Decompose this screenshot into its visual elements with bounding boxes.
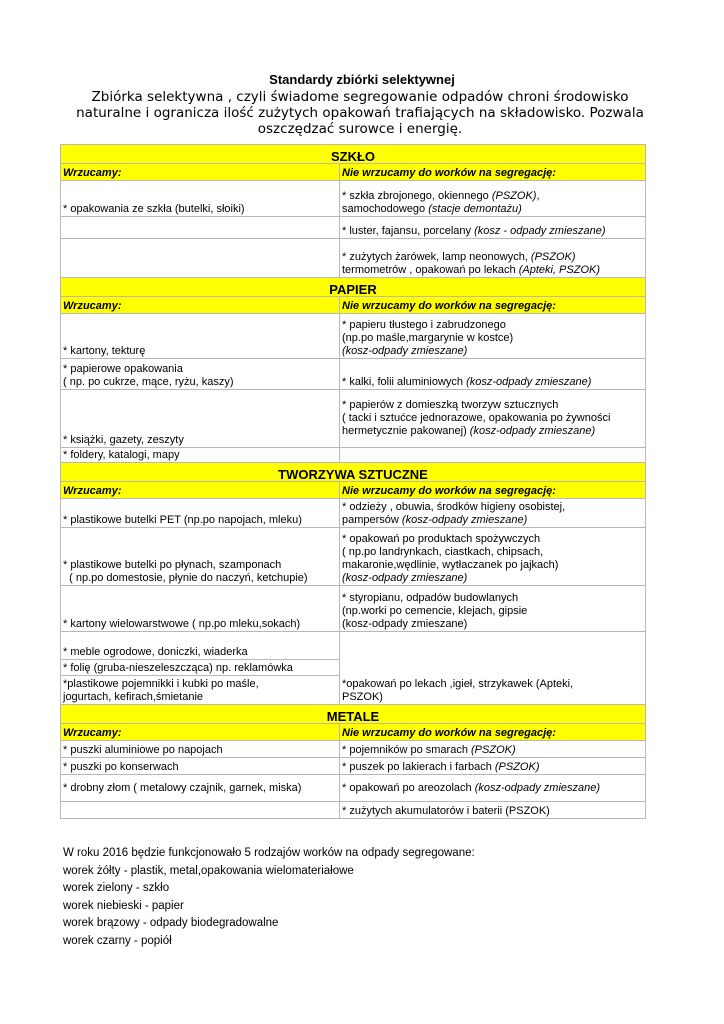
footer-line: worek żółty - plastik, metal,opakowania wielomateriałowe — [63, 864, 354, 877]
table-cell: * meble ogrodowe, doniczki, wiaderka — [61, 632, 340, 660]
section-header-szklo: SZKŁO — [61, 145, 646, 164]
section-header-papier: PAPIER — [61, 278, 646, 297]
table-cell: * pojemników po smarach (PSZOK) — [340, 741, 646, 758]
table-cell: * kartony wielowarstwowe ( np.po mleku,sokach) — [61, 586, 340, 632]
col-header-yes: Wrzucamy: — [61, 164, 340, 181]
table-cell: *opakowań po lekach ,igieł, strzykawek (Apteki, PSZOK) — [340, 632, 646, 705]
table-cell: * papierów z domieszką tworzyw sztucznych ( tacki i sztućce jednorazowe, opakowania po żywności hermetycznie pakowanej) (kosz-odpady zmieszane) — [340, 390, 646, 448]
table-cell — [61, 802, 340, 819]
footer-line: W roku 2016 będzie funkcjonowało 5 rodzajów worków na odpady segregowane: — [63, 847, 475, 859]
table-cell: * zużytych żarówek, lamp neonowych, (PSZOK) termometrów , opakowań po lekach (Apteki, PSZOK) — [340, 239, 646, 278]
table-cell: * drobny złom ( metalowy czajnik, garnek, miska) — [61, 775, 340, 802]
table-cell: * plastikowe butelki PET (np.po napojach, mleku) — [61, 499, 340, 528]
table-cell: * styropianu, odpadów budowlanych (np.worki po cemencie, klejach, gipsie (kosz-odpady zmieszane) — [340, 586, 646, 632]
table-cell — [340, 448, 646, 463]
table-cell: * foldery, katalogi, mapy — [61, 448, 340, 463]
table-cell: * papieru tłustego i zabrudzonego (np.po maśle,margarynie w kostce) (kosz-odpady zmieszane) — [340, 314, 646, 359]
col-header-no: Nie wrzucamy do worków na segregację: — [340, 297, 646, 314]
intro-paragraph: Zbiórka selektywna , czyli świadome segregowanie odpadów chroni środowisko naturalne i ogranicza ilość zużytych opakowań trafiających na składowisko. Pozwala oszczędzać surowce i energię. — [76, 89, 644, 137]
col-header-yes: Wrzucamy: — [61, 297, 340, 314]
table-cell: * kartony, tekturę — [61, 314, 340, 359]
col-header-no: Nie wrzucamy do worków na segregację: — [340, 724, 646, 741]
table-cell: * plastikowe butelki po płynach, szamponach ( np.po domestosie, płynie do naczyń, ketchupie) — [61, 528, 340, 586]
table-cell: * książki, gazety, zeszyty — [61, 390, 340, 448]
footer-line: worek zielony - szkło — [63, 882, 170, 894]
waste-sorting-table — [60, 144, 646, 819]
table-cell: * zużytych akumulatorów i baterii (PSZOK) — [340, 802, 646, 819]
table-cell: * puszki aluminiowe po napojach — [61, 741, 340, 758]
table-cell: * szkła zbrojonego, okiennego (PSZOK), samochodowego (stacje demontażu) — [340, 181, 646, 217]
table-cell: * odzieży , obuwia, środków higieny osobistej, pampersów (kosz-odpady zmieszane) — [340, 499, 646, 528]
col-header-yes: Wrzucamy: — [61, 482, 340, 499]
section-header-metale: METALE — [61, 705, 646, 724]
table-cell: * puszki po konserwach — [61, 758, 340, 775]
table-cell: * kalki, folii aluminiowych (kosz-odpady zmieszane) — [340, 359, 646, 390]
table-cell: * puszek po lakierach i farbach (PSZOK) — [340, 758, 646, 775]
col-header-no: Nie wrzucamy do worków na segregację: — [340, 164, 646, 181]
page-title: Standardy zbiórki selektywnej — [269, 72, 455, 87]
table-cell — [61, 217, 340, 239]
footer-line: worek czarny - popiół — [63, 934, 172, 947]
footer-bag-list — [63, 845, 475, 950]
table-cell: * folię (gruba-nieszeleszcząca) np. reklamówka — [61, 660, 340, 676]
footer-line: worek niebieski - papier — [63, 899, 184, 912]
footer-line: worek brązowy - odpady biodegradowalne — [63, 917, 279, 929]
col-header-yes: Wrzucamy: — [61, 724, 340, 741]
table-cell: * papierowe opakowania ( np. po cukrze, mące, ryżu, kaszy) — [61, 359, 340, 390]
table-cell: * opakowań po areozolach (kosz-odpady zmieszane) — [340, 775, 646, 802]
table-cell: *plastikowe pojemnikki i kubki po maśle, jogurtach, kefirach,śmietanie — [61, 676, 340, 705]
table-cell: * opakowań po produktach spożywczych ( np.po landrynkach, ciastkach, chipsach, makaronie,wędlinie, wytłaczanek po jajkach) (kosz-odpady zmieszane) — [340, 528, 646, 586]
table-cell: * opakowania ze szkła (butelki, słoiki) — [61, 181, 340, 217]
table-cell — [61, 239, 340, 278]
table-cell: * luster, fajansu, porcelany (kosz - odpady zmieszane) — [340, 217, 646, 239]
section-header-tworzywa: TWORZYWA SZTUCZNE — [61, 463, 646, 482]
col-header-no: Nie wrzucamy do worków na segregację: — [340, 482, 646, 499]
